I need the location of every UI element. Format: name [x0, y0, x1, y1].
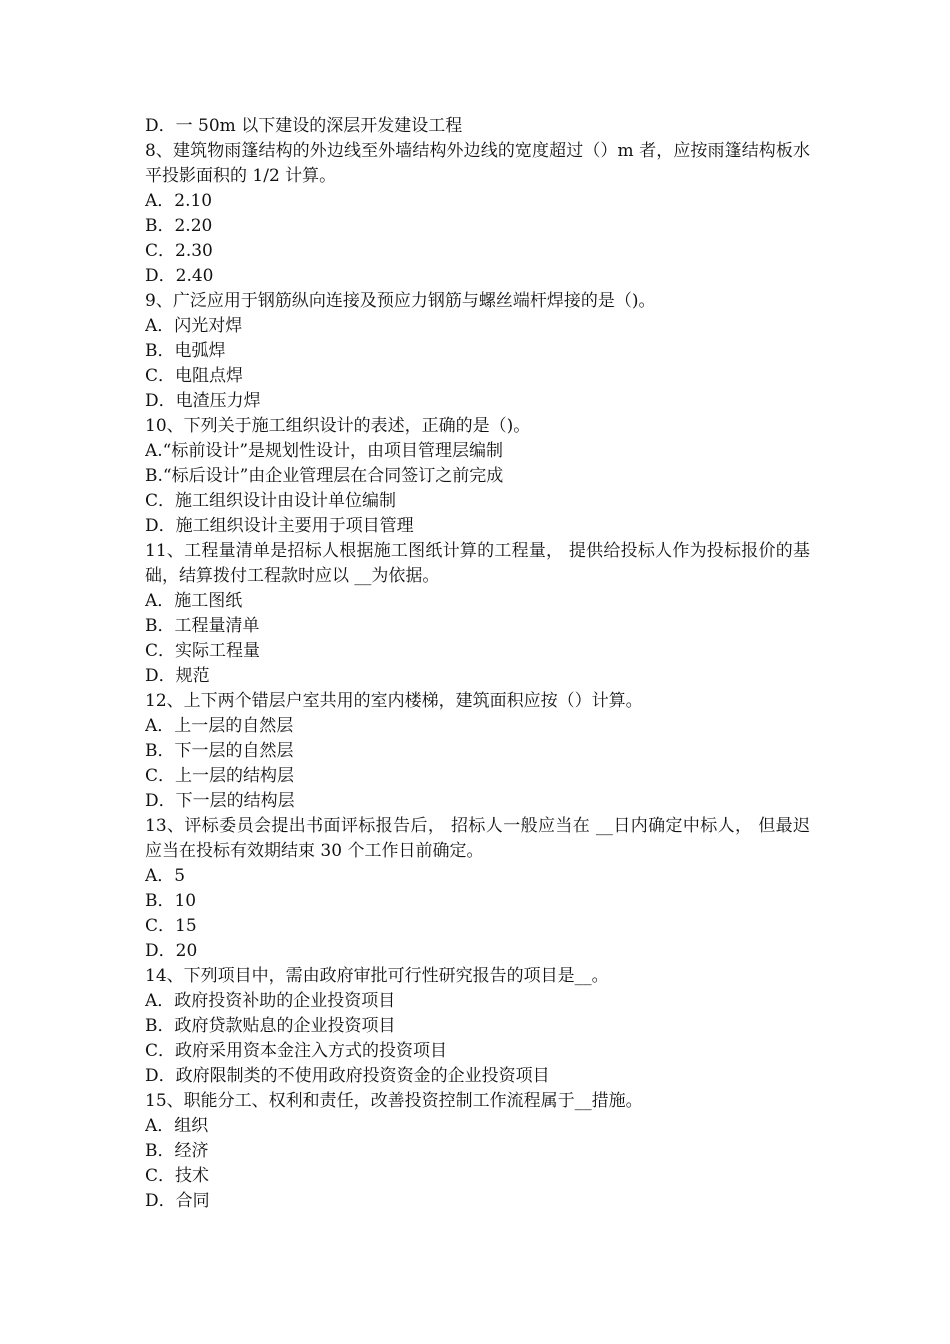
- answer-option: C．实际工程量: [145, 641, 261, 661]
- answer-option: D．2.40: [145, 266, 214, 286]
- answer-option: A．施工图纸: [145, 591, 243, 611]
- answer-option: C．技术: [145, 1166, 210, 1186]
- answer-option: A．5: [145, 866, 186, 886]
- answer-option: D．政府限制类的不使用政府投资资金的企业投资项目: [145, 1066, 550, 1086]
- answer-option: B．10: [145, 891, 197, 911]
- answer-option: A．2.10: [145, 191, 213, 211]
- answer-option: C．上一层的结构层: [145, 766, 295, 786]
- question-text: 11、工程量清单是招标人根据施工图纸计算的工程量， 提供给投标人作为投标报价的基础，结算拨付工程款时应以 __为依据。: [145, 541, 810, 586]
- answer-option: C．施工组织设计由设计单位编制: [145, 491, 397, 511]
- answer-option: A．政府投资补助的企业投资项目: [145, 991, 396, 1011]
- answer-option: B．工程量清单: [145, 616, 260, 636]
- answer-option: C．15: [145, 916, 197, 936]
- answer-option: B．经济: [145, 1141, 209, 1161]
- answer-option: A．上一层的自然层: [145, 716, 294, 736]
- answer-option: C．政府采用资本金注入方式的投资项目: [145, 1041, 448, 1061]
- answer-option: D．一 50m 以下建设的深层开发建设工程: [145, 116, 463, 136]
- answer-option: D．施工组织设计主要用于项目管理: [145, 516, 414, 536]
- answer-option: D．电渣压力焊: [145, 391, 261, 411]
- question-text: 8、建筑物雨篷结构的外边线至外墙结构外边线的宽度超过（）m 者，应按雨篷结构板水平投影面积的 1/2 计算。: [145, 141, 810, 186]
- question-text: 14、下列项目中，需由政府审批可行性研究报告的项目是__。: [145, 966, 609, 986]
- answer-option: D．下一层的结构层: [145, 791, 295, 811]
- question-text: 10、下列关于施工组织设计的表述，正确的是（)。: [145, 416, 531, 436]
- answer-option: B．2.20: [145, 216, 213, 236]
- answer-option: D．20: [145, 941, 198, 961]
- answer-option: A．闪光对焊: [145, 316, 243, 336]
- question-text: 13、评标委员会提出书面评标报告后， 招标人一般应当在 __日内确定中标人， 但最迟应当在投标有效期结束 30 个工作日前确定。: [145, 816, 810, 861]
- answer-option: A.“标前设计”是规划性设计，由项目管理层编制: [145, 441, 504, 461]
- answer-option: B.“标后设计”由企业管理层在合同签订之前完成: [145, 466, 504, 486]
- answer-option: A．组织: [145, 1116, 209, 1136]
- question-text: 9、广泛应用于钢筋纵向连接及预应力钢筋与螺丝端杆焊接的是（)。: [145, 291, 656, 311]
- question-text: 12、上下两个错层户室共用的室内楼梯，建筑面积应按（）计算。: [145, 691, 643, 711]
- answer-option: D．规范: [145, 666, 210, 686]
- answer-option: B．电弧焊: [145, 341, 226, 361]
- document-page: [145, 114, 810, 1214]
- question-text: 15、职能分工、权利和责任，改善投资控制工作流程属于__措施。: [145, 1091, 643, 1111]
- answer-option: B．下一层的自然层: [145, 741, 294, 761]
- answer-option: C．2.30: [145, 241, 213, 261]
- answer-option: D．合同: [145, 1191, 210, 1211]
- answer-option: B．政府贷款贴息的企业投资项目: [145, 1016, 396, 1036]
- answer-option: C．电阻点焊: [145, 366, 244, 386]
